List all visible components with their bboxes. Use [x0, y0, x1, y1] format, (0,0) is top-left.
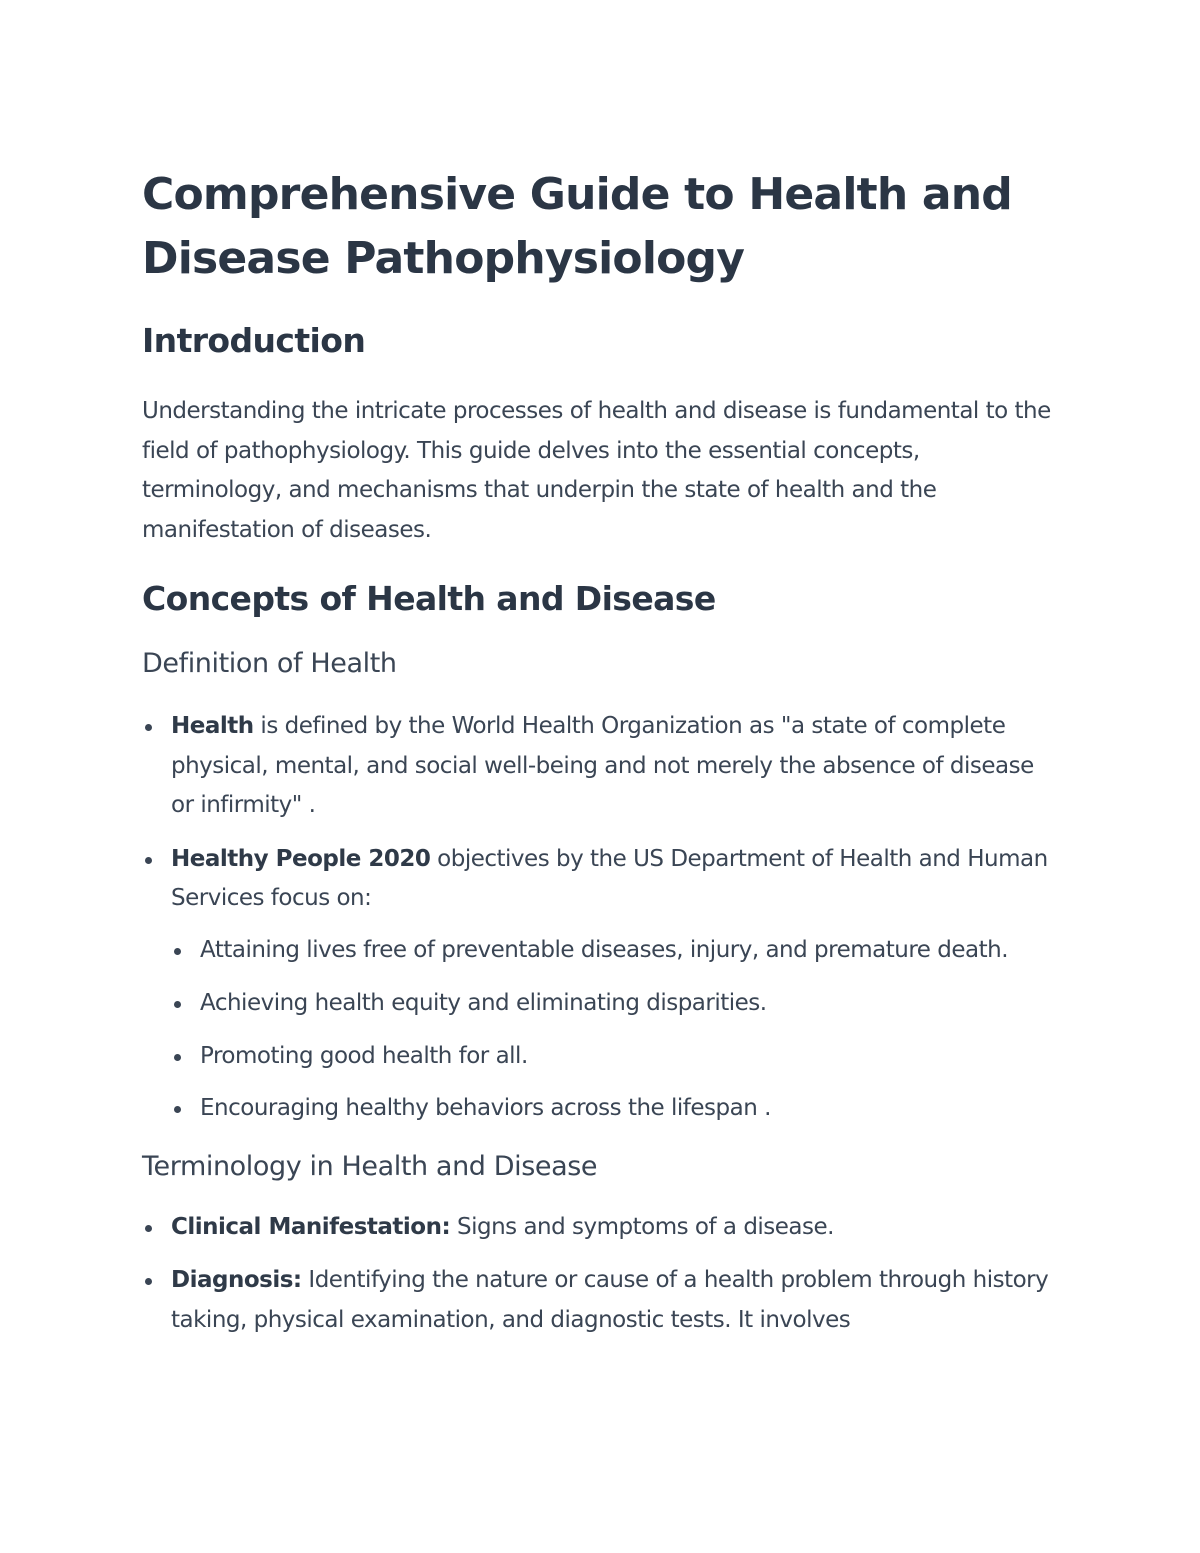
introduction-heading: Introduction [142, 321, 366, 360]
terminology-list [142, 1208, 1052, 1341]
term-health-text: is defined by the World Health Organization as "a state of complete physical, mental, and social well-being and not merely the absence of disease or infirmity" . [171, 713, 1034, 818]
list-item [142, 1208, 1052, 1248]
term-healthy-people-text: objectives by the US Department of Health and Human Services focus on: [171, 845, 1048, 911]
introduction-paragraph: Understanding the intricate processes of health and disease is fundamental to the field of pathophysiology. This guide delves into the essential concepts, terminology, and mechanisms that underpin the state of health and the manifestation of diseases. [142, 398, 1051, 543]
bullet-icon [174, 948, 181, 955]
document-page [142, 163, 1052, 1340]
terminology-heading: Terminology in Health and Disease [142, 1150, 598, 1182]
list-item [142, 1261, 1052, 1340]
definition-of-health-heading: Definition of Health [142, 648, 397, 679]
bullet-icon [174, 1054, 181, 1061]
bullet-icon [145, 724, 152, 731]
term-diagnosis: Diagnosis: [171, 1267, 302, 1293]
sublist-item: Encouraging healthy behaviors across the lifespan . [171, 1089, 1052, 1129]
definition-list [142, 707, 1052, 1129]
list-item [142, 707, 1052, 826]
sublist-item: Promoting good health for all. [171, 1037, 1052, 1077]
term-healthy-people: Healthy People 2020 [171, 845, 431, 872]
term-diagnosis-text: Identifying the nature or cause of a health problem through history taking, physical examination, and diagnostic tests. It involves [171, 1267, 1049, 1333]
term-clinical-manifestation-text: Signs and symptoms of a disease. [450, 1213, 834, 1240]
bullet-icon [145, 1278, 152, 1285]
bullet-icon [174, 1106, 181, 1113]
list-item [142, 840, 1052, 1129]
sublist-item: Achieving health equity and eliminating disparities. [171, 984, 1052, 1024]
bullet-icon [174, 1001, 181, 1008]
bullet-icon [145, 1225, 152, 1232]
term-clinical-manifestation: Clinical Manifestation: [171, 1213, 451, 1240]
sublist-item: Attaining lives free of preventable diseases, injury, and premature death. [171, 931, 1052, 971]
bullet-icon [145, 857, 152, 864]
concepts-heading: Concepts of Health and Disease [142, 579, 716, 618]
document-title: Comprehensive Guide to Health and Disease Pathophysiology [142, 169, 1012, 284]
term-health: Health [171, 713, 254, 739]
healthy-people-sublist [171, 931, 1052, 1129]
